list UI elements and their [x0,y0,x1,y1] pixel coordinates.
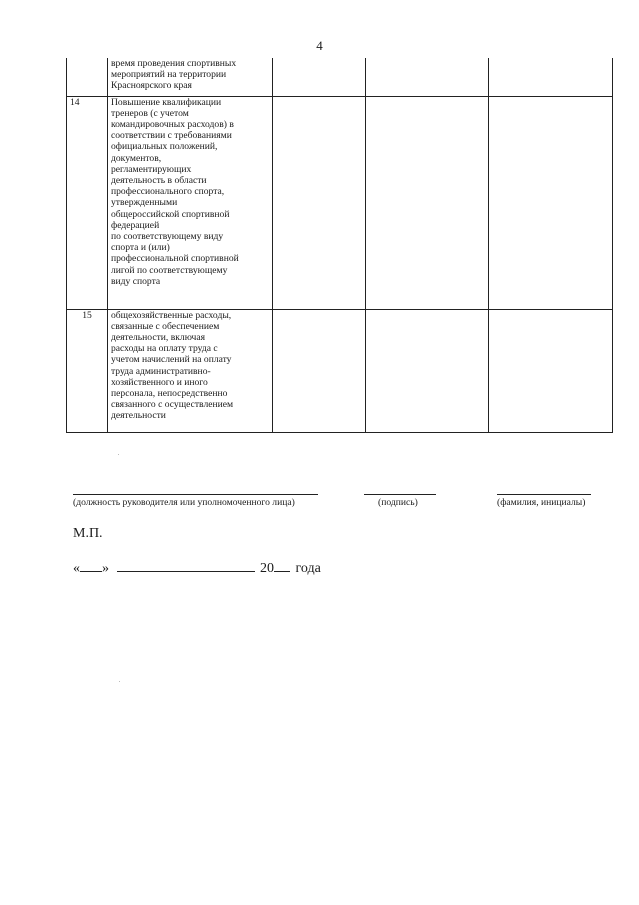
year-blank [274,559,290,572]
scan-speck [119,681,120,682]
row-number: 15 [67,309,108,432]
table-cell [489,309,613,432]
date-row [73,559,321,577]
row-number [67,58,108,96]
table-cell [366,96,489,309]
table-cell [489,58,613,96]
table-cell [273,309,366,432]
row-description: общехозяйственные расходы, связанные с обеспечением деятельности, включая расходы на оплату труда с учетом начислений на оплату труда административно- хозяйственного и иного персонала, непосредственно связанного с осуществлением деятельности [108,309,273,432]
row-description: Повышение квалификации тренеров (с учетом командировочных расходов) в соответствии с требованиями официальных положений, документов, регламентирующих деятельность в области профессионального спорта, утвержденными общероссийской спортивной федерацией по соответствующему виду спорта и (или) профессиональной спортивной лигой по соответствующему виду спорта [108,96,273,309]
signature-line [364,494,436,495]
table-cell [489,96,613,309]
stamp-label: М.П. [73,526,103,541]
table-row [67,58,613,96]
table-row [67,309,613,432]
table-cell [273,58,366,96]
table-cell [366,58,489,96]
expense-table [66,58,613,433]
year-prefix: 20 [260,561,274,576]
row-description: время проведения спортивных мероприятий на территории Красноярского края [108,58,273,96]
page-number: 4 [316,38,323,53]
close-quote: » [102,561,109,576]
open-quote: « [73,561,80,576]
day-blank [80,559,102,572]
table-cell [366,309,489,432]
position-label: (должность руководителя или уполномоченного лица) [73,497,295,508]
name-signature-line [497,494,591,495]
name-label: (фамилия, инициалы) [497,497,586,508]
month-blank [117,559,255,572]
table-row [67,96,613,309]
year-suffix: года [295,561,321,576]
position-signature-line [73,494,318,495]
table-cell [273,96,366,309]
scan-speck [118,454,119,455]
signature-label: (подпись) [378,497,418,508]
row-number: 14 [67,96,108,309]
